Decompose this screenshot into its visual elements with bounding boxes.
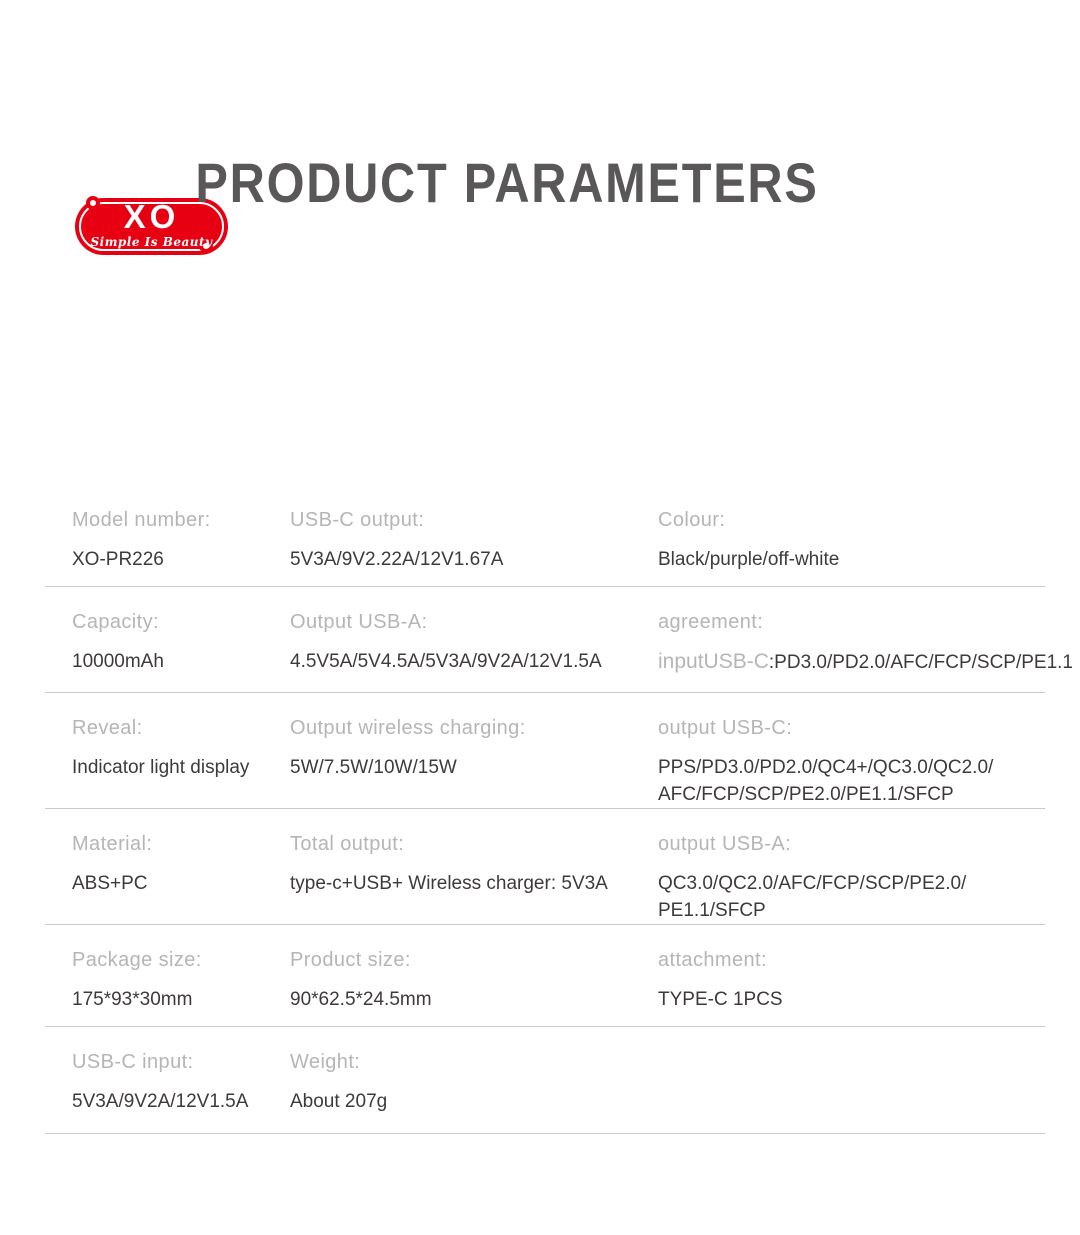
spec-value-line: PPS/PD3.0/PD2.0/QC4+/QC3.0/QC2.0/ <box>658 757 994 778</box>
spec-cell <box>72 717 290 808</box>
spec-value <box>290 1088 658 1115</box>
spec-cell <box>72 509 290 586</box>
spec-value <box>72 1088 290 1115</box>
spec-row <box>45 693 1045 809</box>
spec-cell <box>290 1051 658 1133</box>
spec-label: Output wireless charging: <box>290 717 526 739</box>
spec-cell <box>658 949 1045 1026</box>
spec-value-line: :PD3.0/PD2.0/AFC/FCP/SCP/PE1.1 <box>768 652 1074 673</box>
spec-value-line: About 207g <box>290 1091 388 1112</box>
logo-tagline: Simple Is Beauty <box>90 235 213 249</box>
spec-value <box>290 870 658 897</box>
spec-cell <box>72 833 290 924</box>
spec-cell <box>658 509 1045 586</box>
spec-cell <box>290 509 658 586</box>
spec-label: Product size: <box>290 949 411 971</box>
spec-value-line: type-c+USB+ Wireless charger: 5V3A <box>290 873 608 894</box>
spec-value <box>658 870 1045 924</box>
spec-cell <box>72 611 290 692</box>
spec-value <box>658 754 1045 808</box>
spec-value-prefix: inputUSB-C <box>658 650 769 673</box>
spec-label: attachment: <box>658 949 767 971</box>
spec-value <box>72 986 290 1013</box>
spec-label: USB-C input: <box>72 1051 194 1073</box>
spec-row <box>45 587 1074 693</box>
spec-value-line: AFC/FCP/SCP/PE2.0/PE1.1/SFCP <box>658 784 954 805</box>
spec-value-line: QC3.0/QC2.0/AFC/FCP/SCP/PE2.0/ <box>658 873 967 894</box>
spec-value <box>290 986 658 1013</box>
spec-cell <box>72 949 290 1026</box>
spec-value-line: XO-PR226 <box>72 549 164 570</box>
spec-label: agreement: <box>658 611 764 633</box>
product-parameters-page <box>0 151 1080 1235</box>
spec-value <box>72 546 290 573</box>
spec-label: Output USB-A: <box>290 611 428 633</box>
spec-label: Material: <box>72 833 153 855</box>
spec-value <box>72 648 290 675</box>
spec-row <box>45 809 1045 925</box>
spec-cell <box>290 717 658 808</box>
spec-label: output USB-C: <box>658 717 793 739</box>
spec-value <box>290 648 658 675</box>
spec-label: USB-C output: <box>290 509 425 531</box>
spec-row <box>45 492 1045 587</box>
spec-cell <box>290 611 658 692</box>
spec-cell <box>290 949 658 1026</box>
page-title: PRODUCT PARAMETERS <box>195 151 819 214</box>
xo-brand-mark: XO <box>123 198 180 235</box>
spec-label: Total output: <box>290 833 405 855</box>
spec-cell <box>72 1051 290 1133</box>
spec-value <box>290 754 658 781</box>
spec-value <box>658 648 1073 676</box>
spec-value-line: 5V3A/9V2A/12V1.5A <box>72 1091 249 1112</box>
spec-label: Colour: <box>658 509 726 531</box>
spec-value-line: PE1.1/SFCP <box>658 900 766 921</box>
spec-table <box>45 492 1074 1134</box>
spec-value-line: Indicator light display <box>72 757 250 778</box>
spec-value <box>72 870 290 897</box>
spec-value <box>658 546 1045 573</box>
spec-value-line: 90*62.5*24.5mm <box>290 989 432 1010</box>
spec-label: Reveal: <box>72 717 143 739</box>
spec-value-line: 4.5V5A/5V4.5A/5V3A/9V2A/12V1.5A <box>290 651 602 672</box>
spec-label: Model number: <box>72 509 211 531</box>
spec-cell <box>290 833 658 924</box>
spec-value-line: 5W/7.5W/10W/15W <box>290 757 457 778</box>
spec-value <box>290 546 658 573</box>
spec-row <box>45 1027 1045 1134</box>
spec-value <box>72 754 290 781</box>
spec-value-line: ABS+PC <box>72 873 148 894</box>
spec-cell <box>658 611 1073 692</box>
spec-value-line: 10000mAh <box>72 651 164 672</box>
spec-value-line: Black/purple/off-white <box>658 549 840 570</box>
spec-cell <box>658 717 1045 808</box>
spec-label: Package size: <box>72 949 202 971</box>
spec-cell <box>658 833 1045 924</box>
spec-value <box>658 986 1045 1013</box>
spec-label: Weight: <box>290 1051 361 1073</box>
spec-label: Capacity: <box>72 611 159 633</box>
spec-row <box>45 925 1045 1027</box>
spec-value-line: TYPE-C 1PCS <box>658 989 783 1010</box>
spec-value-line: 175*93*30mm <box>72 989 193 1010</box>
spec-value-line: 5V3A/9V2.22A/12V1.67A <box>290 549 504 570</box>
spec-label: output USB-A: <box>658 833 792 855</box>
